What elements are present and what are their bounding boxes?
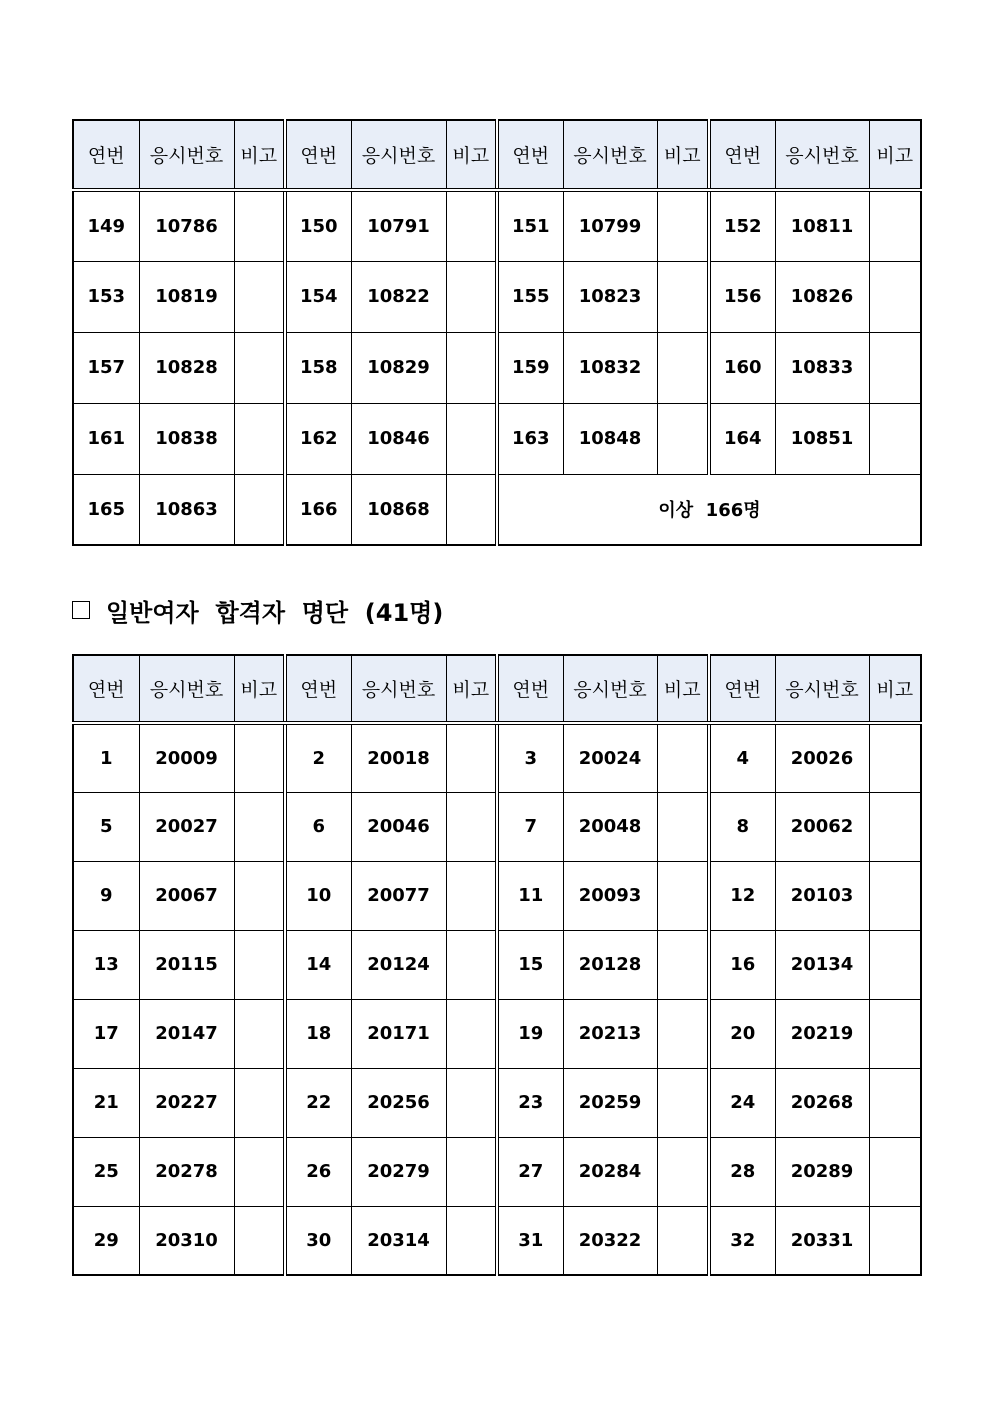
serial-no-cell: 18 <box>285 999 351 1068</box>
exam-no-cell: 20018 <box>351 723 446 792</box>
exam-no-cell: 20009 <box>139 723 234 792</box>
serial-no-cell: 22 <box>285 1068 351 1137</box>
serial-no-cell: 28 <box>709 1137 775 1206</box>
serial-no-cell: 166 <box>285 474 351 545</box>
note-cell <box>234 1068 285 1137</box>
exam-no-cell: 10868 <box>351 474 446 545</box>
serial-no-cell: 1 <box>73 723 139 792</box>
serial-no-cell: 26 <box>285 1137 351 1206</box>
serial-no-cell: 8 <box>709 792 775 861</box>
exam-no-cell: 20048 <box>563 792 657 861</box>
note-cell <box>657 261 709 332</box>
serial-no-cell: 163 <box>497 403 563 474</box>
note-cell <box>657 403 709 474</box>
table-row <box>73 999 921 1068</box>
serial-no-cell: 25 <box>73 1137 139 1206</box>
exam-no-cell: 20213 <box>563 999 657 1068</box>
exam-no-cell: 10838 <box>139 403 234 474</box>
serial-no-cell: 154 <box>285 261 351 332</box>
header-exam-no: 응시번호 <box>351 655 446 723</box>
header-no: 연번 <box>285 655 351 723</box>
note-cell <box>234 999 285 1068</box>
serial-no-cell: 16 <box>709 930 775 999</box>
serial-no-cell: 7 <box>497 792 563 861</box>
header-note: 비고 <box>446 655 497 723</box>
note-cell <box>234 723 285 792</box>
serial-no-cell: 19 <box>497 999 563 1068</box>
table-row <box>73 792 921 861</box>
note-cell <box>234 474 285 545</box>
note-cell <box>869 999 921 1068</box>
header-exam-no: 응시번호 <box>563 655 657 723</box>
serial-no-cell: 31 <box>497 1206 563 1275</box>
exam-no-cell: 10791 <box>351 190 446 261</box>
checkbox-square-icon <box>72 601 90 619</box>
exam-no-cell: 20024 <box>563 723 657 792</box>
table-row <box>73 723 921 792</box>
serial-no-cell: 6 <box>285 792 351 861</box>
exam-no-cell: 20256 <box>351 1068 446 1137</box>
note-cell <box>446 792 497 861</box>
serial-no-cell: 2 <box>285 723 351 792</box>
note-cell <box>446 999 497 1068</box>
header-exam-no: 응시번호 <box>775 120 869 190</box>
note-cell <box>869 861 921 930</box>
serial-no-cell: 5 <box>73 792 139 861</box>
note-cell <box>657 1137 709 1206</box>
note-cell <box>234 332 285 403</box>
table-row <box>73 332 921 403</box>
header-note: 비고 <box>869 655 921 723</box>
note-cell <box>869 1137 921 1206</box>
note-cell <box>234 930 285 999</box>
note-cell <box>446 261 497 332</box>
exam-no-cell: 10828 <box>139 332 234 403</box>
exam-no-cell: 20284 <box>563 1137 657 1206</box>
exam-no-cell: 10848 <box>563 403 657 474</box>
note-cell <box>234 861 285 930</box>
serial-no-cell: 11 <box>497 861 563 930</box>
exam-no-cell: 20259 <box>563 1068 657 1137</box>
section-title-text: 일반여자 합격자 명단 (41명) <box>106 598 444 627</box>
table-row <box>73 930 921 999</box>
exam-no-cell: 10819 <box>139 261 234 332</box>
serial-no-cell: 14 <box>285 930 351 999</box>
exam-no-cell: 20314 <box>351 1206 446 1275</box>
note-cell <box>657 930 709 999</box>
note-cell <box>869 261 921 332</box>
exam-no-cell: 20026 <box>775 723 869 792</box>
exam-no-cell: 20289 <box>775 1137 869 1206</box>
serial-no-cell: 29 <box>73 1206 139 1275</box>
exam-no-cell: 10833 <box>775 332 869 403</box>
serial-no-cell: 15 <box>497 930 563 999</box>
note-cell <box>657 190 709 261</box>
note-cell <box>657 1068 709 1137</box>
serial-no-cell: 17 <box>73 999 139 1068</box>
exam-no-cell: 20227 <box>139 1068 234 1137</box>
exam-no-cell: 10851 <box>775 403 869 474</box>
header-no: 연번 <box>73 655 139 723</box>
note-cell <box>234 261 285 332</box>
header-no: 연번 <box>285 120 351 190</box>
note-cell <box>446 474 497 545</box>
note-cell <box>869 792 921 861</box>
serial-no-cell: 151 <box>497 190 563 261</box>
exam-no-cell: 20027 <box>139 792 234 861</box>
serial-no-cell: 20 <box>709 999 775 1068</box>
note-cell <box>869 190 921 261</box>
female-passers-table <box>72 654 922 1276</box>
exam-no-cell: 20331 <box>775 1206 869 1275</box>
total-summary-cell: 이상 166명 <box>497 474 921 545</box>
exam-no-cell: 20171 <box>351 999 446 1068</box>
table-row <box>73 861 921 930</box>
header-exam-no: 응시번호 <box>563 120 657 190</box>
exam-no-cell: 10799 <box>563 190 657 261</box>
note-cell <box>657 861 709 930</box>
serial-no-cell: 160 <box>709 332 775 403</box>
header-row <box>73 655 921 723</box>
note-cell <box>869 1068 921 1137</box>
serial-no-cell: 161 <box>73 403 139 474</box>
exam-no-cell: 10863 <box>139 474 234 545</box>
exam-no-cell: 20268 <box>775 1068 869 1137</box>
note-cell <box>869 403 921 474</box>
serial-no-cell: 158 <box>285 332 351 403</box>
note-cell <box>869 1206 921 1275</box>
exam-no-cell: 20093 <box>563 861 657 930</box>
serial-no-cell: 13 <box>73 930 139 999</box>
note-cell <box>657 792 709 861</box>
note-cell <box>446 1137 497 1206</box>
note-cell <box>446 930 497 999</box>
serial-no-cell: 153 <box>73 261 139 332</box>
note-cell <box>657 999 709 1068</box>
header-note: 비고 <box>657 120 709 190</box>
table-row <box>73 474 921 545</box>
serial-no-cell: 155 <box>497 261 563 332</box>
table-row <box>73 261 921 332</box>
exam-no-cell: 10826 <box>775 261 869 332</box>
exam-no-cell: 10846 <box>351 403 446 474</box>
note-cell <box>446 723 497 792</box>
exam-no-cell: 10829 <box>351 332 446 403</box>
serial-no-cell: 159 <box>497 332 563 403</box>
passers-table-continued <box>72 119 922 546</box>
exam-no-cell: 20279 <box>351 1137 446 1206</box>
serial-no-cell: 10 <box>285 861 351 930</box>
exam-no-cell: 20147 <box>139 999 234 1068</box>
header-exam-no: 응시번호 <box>139 655 234 723</box>
note-cell <box>234 190 285 261</box>
header-exam-no: 응시번호 <box>775 655 869 723</box>
table-row <box>73 1068 921 1137</box>
note-cell <box>446 332 497 403</box>
header-exam-no: 응시번호 <box>351 120 446 190</box>
exam-no-cell: 20115 <box>139 930 234 999</box>
serial-no-cell: 157 <box>73 332 139 403</box>
note-cell <box>446 1068 497 1137</box>
serial-no-cell: 149 <box>73 190 139 261</box>
serial-no-cell: 21 <box>73 1068 139 1137</box>
note-cell <box>234 1137 285 1206</box>
exam-no-cell: 10832 <box>563 332 657 403</box>
header-note: 비고 <box>446 120 497 190</box>
exam-no-cell: 10822 <box>351 261 446 332</box>
table-row <box>73 1206 921 1275</box>
header-exam-no: 응시번호 <box>139 120 234 190</box>
header-no: 연번 <box>709 120 775 190</box>
serial-no-cell: 3 <box>497 723 563 792</box>
exam-no-cell: 20062 <box>775 792 869 861</box>
header-no: 연번 <box>709 655 775 723</box>
note-cell <box>446 861 497 930</box>
note-cell <box>657 1206 709 1275</box>
header-note: 비고 <box>234 655 285 723</box>
exam-no-cell: 20134 <box>775 930 869 999</box>
exam-no-cell: 20124 <box>351 930 446 999</box>
serial-no-cell: 32 <box>709 1206 775 1275</box>
note-cell <box>446 403 497 474</box>
serial-no-cell: 165 <box>73 474 139 545</box>
serial-no-cell: 164 <box>709 403 775 474</box>
exam-no-cell: 20278 <box>139 1137 234 1206</box>
serial-no-cell: 24 <box>709 1068 775 1137</box>
serial-no-cell: 23 <box>497 1068 563 1137</box>
table-row <box>73 190 921 261</box>
note-cell <box>869 930 921 999</box>
note-cell <box>234 1206 285 1275</box>
exam-no-cell: 20128 <box>563 930 657 999</box>
note-cell <box>657 723 709 792</box>
header-no: 연번 <box>497 120 563 190</box>
exam-no-cell: 20322 <box>563 1206 657 1275</box>
note-cell <box>234 403 285 474</box>
serial-no-cell: 162 <box>285 403 351 474</box>
exam-no-cell: 20046 <box>351 792 446 861</box>
header-note: 비고 <box>657 655 709 723</box>
exam-no-cell: 10823 <box>563 261 657 332</box>
table-row <box>73 403 921 474</box>
header-note: 비고 <box>869 120 921 190</box>
exam-no-cell: 20310 <box>139 1206 234 1275</box>
note-cell <box>446 190 497 261</box>
table-row <box>73 1137 921 1206</box>
header-note: 비고 <box>234 120 285 190</box>
section-heading <box>72 590 443 630</box>
serial-no-cell: 30 <box>285 1206 351 1275</box>
serial-no-cell: 12 <box>709 861 775 930</box>
note-cell <box>869 723 921 792</box>
note-cell <box>869 332 921 403</box>
serial-no-cell: 150 <box>285 190 351 261</box>
serial-no-cell: 9 <box>73 861 139 930</box>
header-no: 연번 <box>73 120 139 190</box>
exam-no-cell: 20103 <box>775 861 869 930</box>
note-cell <box>657 332 709 403</box>
exam-no-cell: 20067 <box>139 861 234 930</box>
serial-no-cell: 4 <box>709 723 775 792</box>
exam-no-cell: 20077 <box>351 861 446 930</box>
exam-no-cell: 20219 <box>775 999 869 1068</box>
header-no: 연번 <box>497 655 563 723</box>
serial-no-cell: 152 <box>709 190 775 261</box>
note-cell <box>446 1206 497 1275</box>
serial-no-cell: 27 <box>497 1137 563 1206</box>
exam-no-cell: 10786 <box>139 190 234 261</box>
serial-no-cell: 156 <box>709 261 775 332</box>
header-row <box>73 120 921 190</box>
note-cell <box>234 792 285 861</box>
exam-no-cell: 10811 <box>775 190 869 261</box>
